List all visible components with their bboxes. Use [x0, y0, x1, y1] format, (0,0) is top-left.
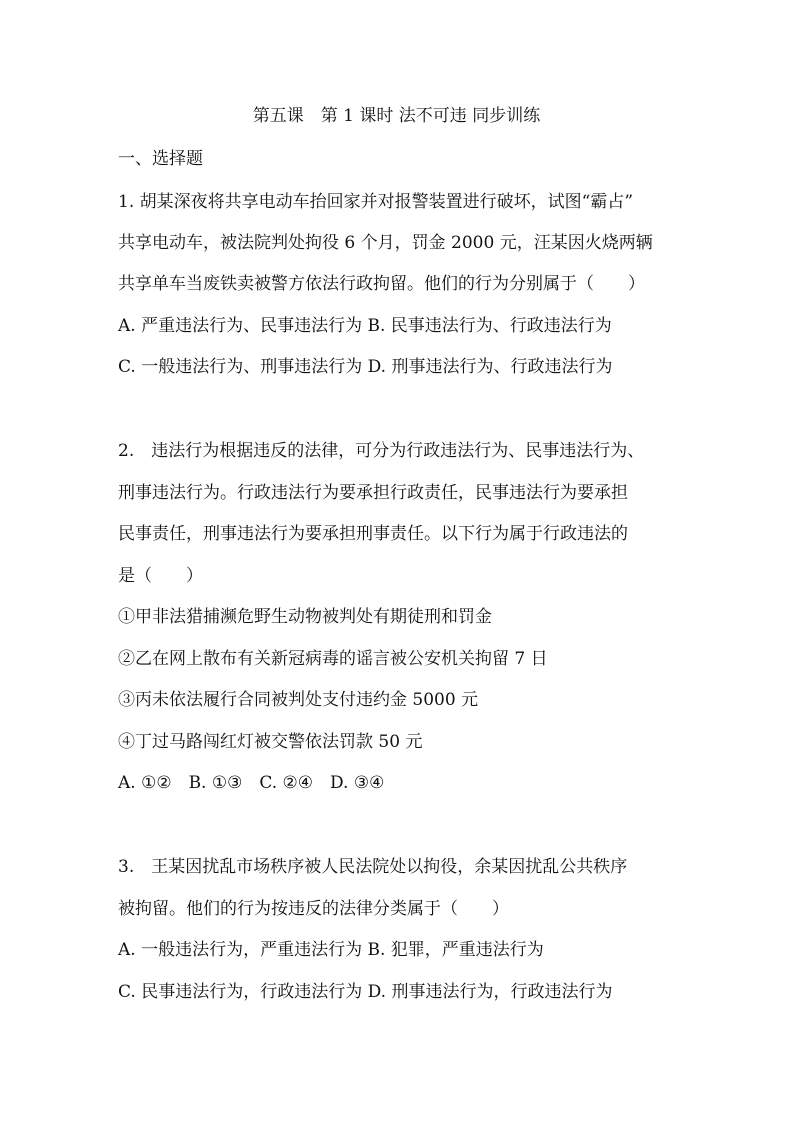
q3-options-line: C. 民事违法行为，行政违法行为 D. 刑事违法行为，行政违法行为 [118, 982, 613, 1002]
q2-item: ②乙在网上散布有关新冠病毒的谣言被公安机关拘留 7 日 [118, 649, 548, 669]
q2-stem-line: 民事责任，刑事违法行为要承担刑事责任。以下行为属于行政违法的 [118, 524, 628, 544]
q3-options-line: A. 一般违法行为，严重违法行为 B. 犯罪，严重违法行为 [118, 940, 544, 960]
page-title: 第五课 第 1 课时 法不可违 同步训练 [252, 106, 541, 126]
q2-item: ①甲非法猎捕濒危野生动物被判处有期徒刑和罚金 [118, 607, 492, 627]
q2-stem-line: 是（ ） [118, 566, 203, 586]
q1-options-line: A. 严重违法行为、民事违法行为 B. 民事违法行为、行政违法行为 [118, 316, 612, 336]
q1-stem-line: 共享单车当废铁卖被警方依法行政拘留。他们的行为分别属于（ ） [118, 274, 645, 294]
q1-stem-line: 共享电动车，被法院判处拘役 6 个月，罚金 2000 元，汪某因火烧两辆 [118, 233, 653, 253]
q2-stem-line: 刑事违法行为。行政违法行为要承担行政责任，民事违法行为要承担 [118, 483, 628, 503]
section-heading: 一、选择题 [118, 149, 203, 169]
q1-options-line: C. 一般违法行为、刑事违法行为 D. 刑事违法行为、行政违法行为 [118, 357, 613, 377]
q1-stem-line: 1. 胡某深夜将共享电动车抬回家并对报警装置进行破坏，试图“霸占” [118, 192, 634, 212]
q2-item: ③丙未依法履行合同被判处支付违约金 5000 元 [118, 690, 479, 710]
q3-stem-line: 3. 王某因扰乱市场秩序被人民法院处以拘役，余某因扰乱公共秩序 [118, 857, 628, 877]
q2-stem-line: 2. 违法行为根据违反的法律，可分为行政违法行为、民事违法行为、 [118, 441, 645, 461]
q3-stem-line: 被拘留。他们的行为按违反的法律分类属于（ ） [118, 899, 509, 919]
q2-options-line: A. ①② B. ①③ C. ②④ D. ③④ [118, 773, 385, 793]
q2-item: ④丁过马路闯红灯被交警依法罚款 50 元 [118, 732, 423, 752]
